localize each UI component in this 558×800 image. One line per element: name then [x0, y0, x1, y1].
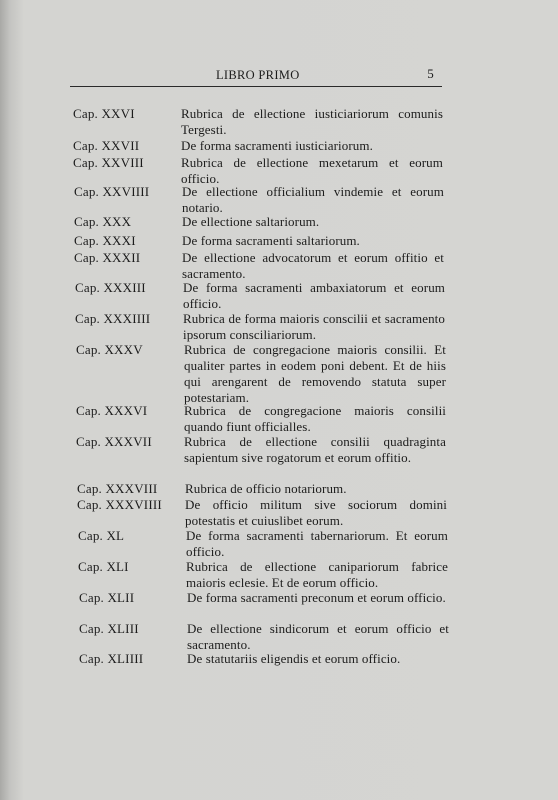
chapter-number: Cap. XXXI — [74, 233, 136, 248]
chapter-number: Cap. XXXVIIII — [77, 497, 162, 512]
chapter-title: Rubrica de congregacione maioris consilii quando fiunt officialles. — [184, 403, 446, 434]
chapter-title: De forma sacramenti ambaxiatorum et eorum officio. — [183, 280, 445, 311]
chapter-number: Cap. XXX — [74, 214, 132, 229]
chapter-title: Rubrica de ellectione consilii quadraginta sapientum sive rogatorum et eorum offitio. — [184, 434, 446, 465]
chapter-number: Cap. XLI — [78, 559, 129, 574]
chapter-title: Rubrica de ellectione iusticiariorum comunis Tergesti. — [181, 106, 443, 137]
chapter-title: De forma sacramenti preconum et eorum officio. — [187, 590, 446, 605]
chapter-title: Rubrica de forma maioris conscilii et sacramento ipsorum consciliariorum. — [183, 311, 445, 342]
chapter-number: Cap. XXXVI — [76, 403, 148, 418]
chapter-number: Cap. XXXIII — [75, 280, 146, 295]
chapter-title: De ellectione advocatorum et eorum offitio et sacramento. — [182, 250, 444, 281]
running-head-title: LIBRO PRIMO — [216, 68, 300, 82]
chapter-title: Rubrica de ellectione canipariorum fabrice maioris eclesie. Et de eorum officio. — [186, 559, 448, 590]
page-number: 5 — [427, 66, 434, 81]
chapter-number: Cap. XLII — [79, 590, 135, 605]
chapter-number: Cap. XXVI — [73, 106, 135, 121]
chapter-title: De ellectione saltariorum. — [182, 214, 320, 229]
chapter-title: De forma sacramenti tabernariorum. Et eorum officio. — [186, 528, 448, 559]
chapter-title: De forma sacramenti saltariorum. — [182, 233, 360, 248]
chapter-number: Cap. XXVIIII — [74, 184, 150, 199]
chapter-title: De statutariis eligendis et eorum officio. — [187, 651, 401, 666]
chapter-number: Cap. XXXVII — [76, 434, 152, 449]
chapter-number: Cap. XXXII — [74, 250, 141, 265]
chapter-number: Cap. XXVIII — [73, 155, 144, 170]
chapter-number: Cap. XXXIIII — [75, 311, 151, 326]
chapter-number: Cap. XLIII — [79, 621, 139, 636]
chapter-number: Cap. XXXVIII — [77, 481, 158, 496]
chapter-number: Cap. XLIIII — [79, 651, 144, 666]
chapter-title: De officio militum sive sociorum domini potestatis et cuiuslibet eorum. — [185, 497, 447, 528]
chapter-title: De forma sacramenti iusticiariorum. — [181, 138, 373, 153]
chapter-title: Rubrica de congregacione maioris consilii. Et qualiter partes in eodem poni debent. Et de hiis qui arengarent de removendo statuta super potestariam. — [184, 342, 446, 405]
chapter-title: De ellectione officialium vindemie et eorum notario. — [182, 184, 444, 215]
chapter-number: Cap. XXVII — [73, 138, 140, 153]
chapter-title: De ellectione sindicorum et eorum officio et sacramento. — [187, 621, 449, 652]
chapter-number: Cap. XL — [78, 528, 125, 543]
chapter-title: Rubrica de officio notariorum. — [185, 481, 347, 496]
chapter-title: Rubrica de ellectione mexetarum et eorum officio. — [181, 155, 443, 186]
chapter-number: Cap. XXXV — [76, 342, 143, 357]
